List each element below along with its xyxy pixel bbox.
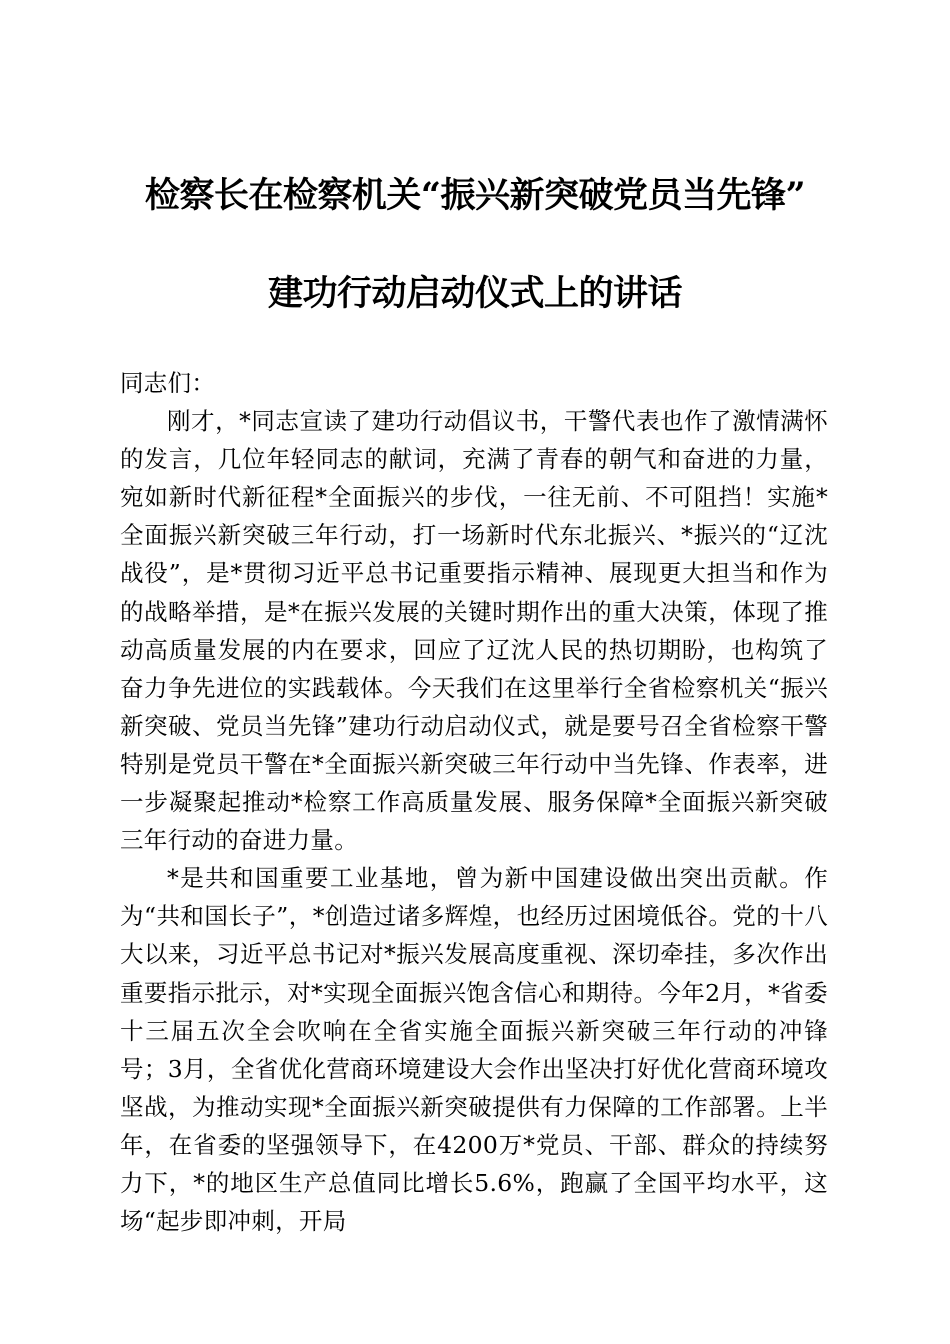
paragraph-2: *是共和国重要工业基地，曾为新中国建设做出突出贡献。作为“共和国长子”，*创造过诸多辉煌，也经历过困境低谷。党的十八大以来，习近平总书记对*振兴发展高度重视、深切牵挂，多次作出重要指示批示，对*实现全面振兴饱含信心和期待。今年2月，*省委十三届五次全会吹响在全省实施全面振兴新突破三年行动的冲锋号；3月，全省优化营商环境建设大会作出坚决打好优化营商环境攻坚战，为推动实现*全面振兴新突破提供有力保障的工作部署。上半年，在省委的坚强领导下，在4200万*党员、干部、群众的持续努力下，*的地区生产总值同比增长5.6%，跑赢了全国平均水平，这场“起步即冲刺，开局	[120, 864, 828, 1236]
document-title-line-1: 检察长在检察机关“振兴新突破党员当先锋”	[144, 175, 806, 216]
document-body	[120, 364, 828, 1240]
paragraph-1: 刚才，*同志宣读了建功行动倡议书，干警代表也作了激情满怀的发言，几位年轻同志的献词，充满了青春的朝气和奋进的力量，宛如新时代新征程*全面振兴的步伐，一往无前、不可阻挡！实施*全面振兴新突破三年行动，打一场新时代东北振兴、*振兴的“辽沈战役”，是*贯彻习近平总书记重要指示精神、展现更大担当和作为的战略举措，是*在振兴发展的关键时期作出的重大决策，体现了推动高质量发展的内在要求，回应了辽沈人民的热切期盼，也构筑了奋力争先进位的实践载体。今天我们在这里举行全省检察机关“振兴新突破、党员当先锋”建功行动启动仪式，就是要号召全省检察干警特别是党员干警在*全面振兴新突破三年行动中当先锋、作表率，进一步凝聚起推动*检察工作高质量发展、服务保障*全面振兴新突破三年行动的奋进力量。	[120, 407, 828, 855]
document-title-line-2: 建功行动启动仪式上的讲话	[267, 273, 682, 314]
salutation: 同志们：	[120, 369, 216, 397]
